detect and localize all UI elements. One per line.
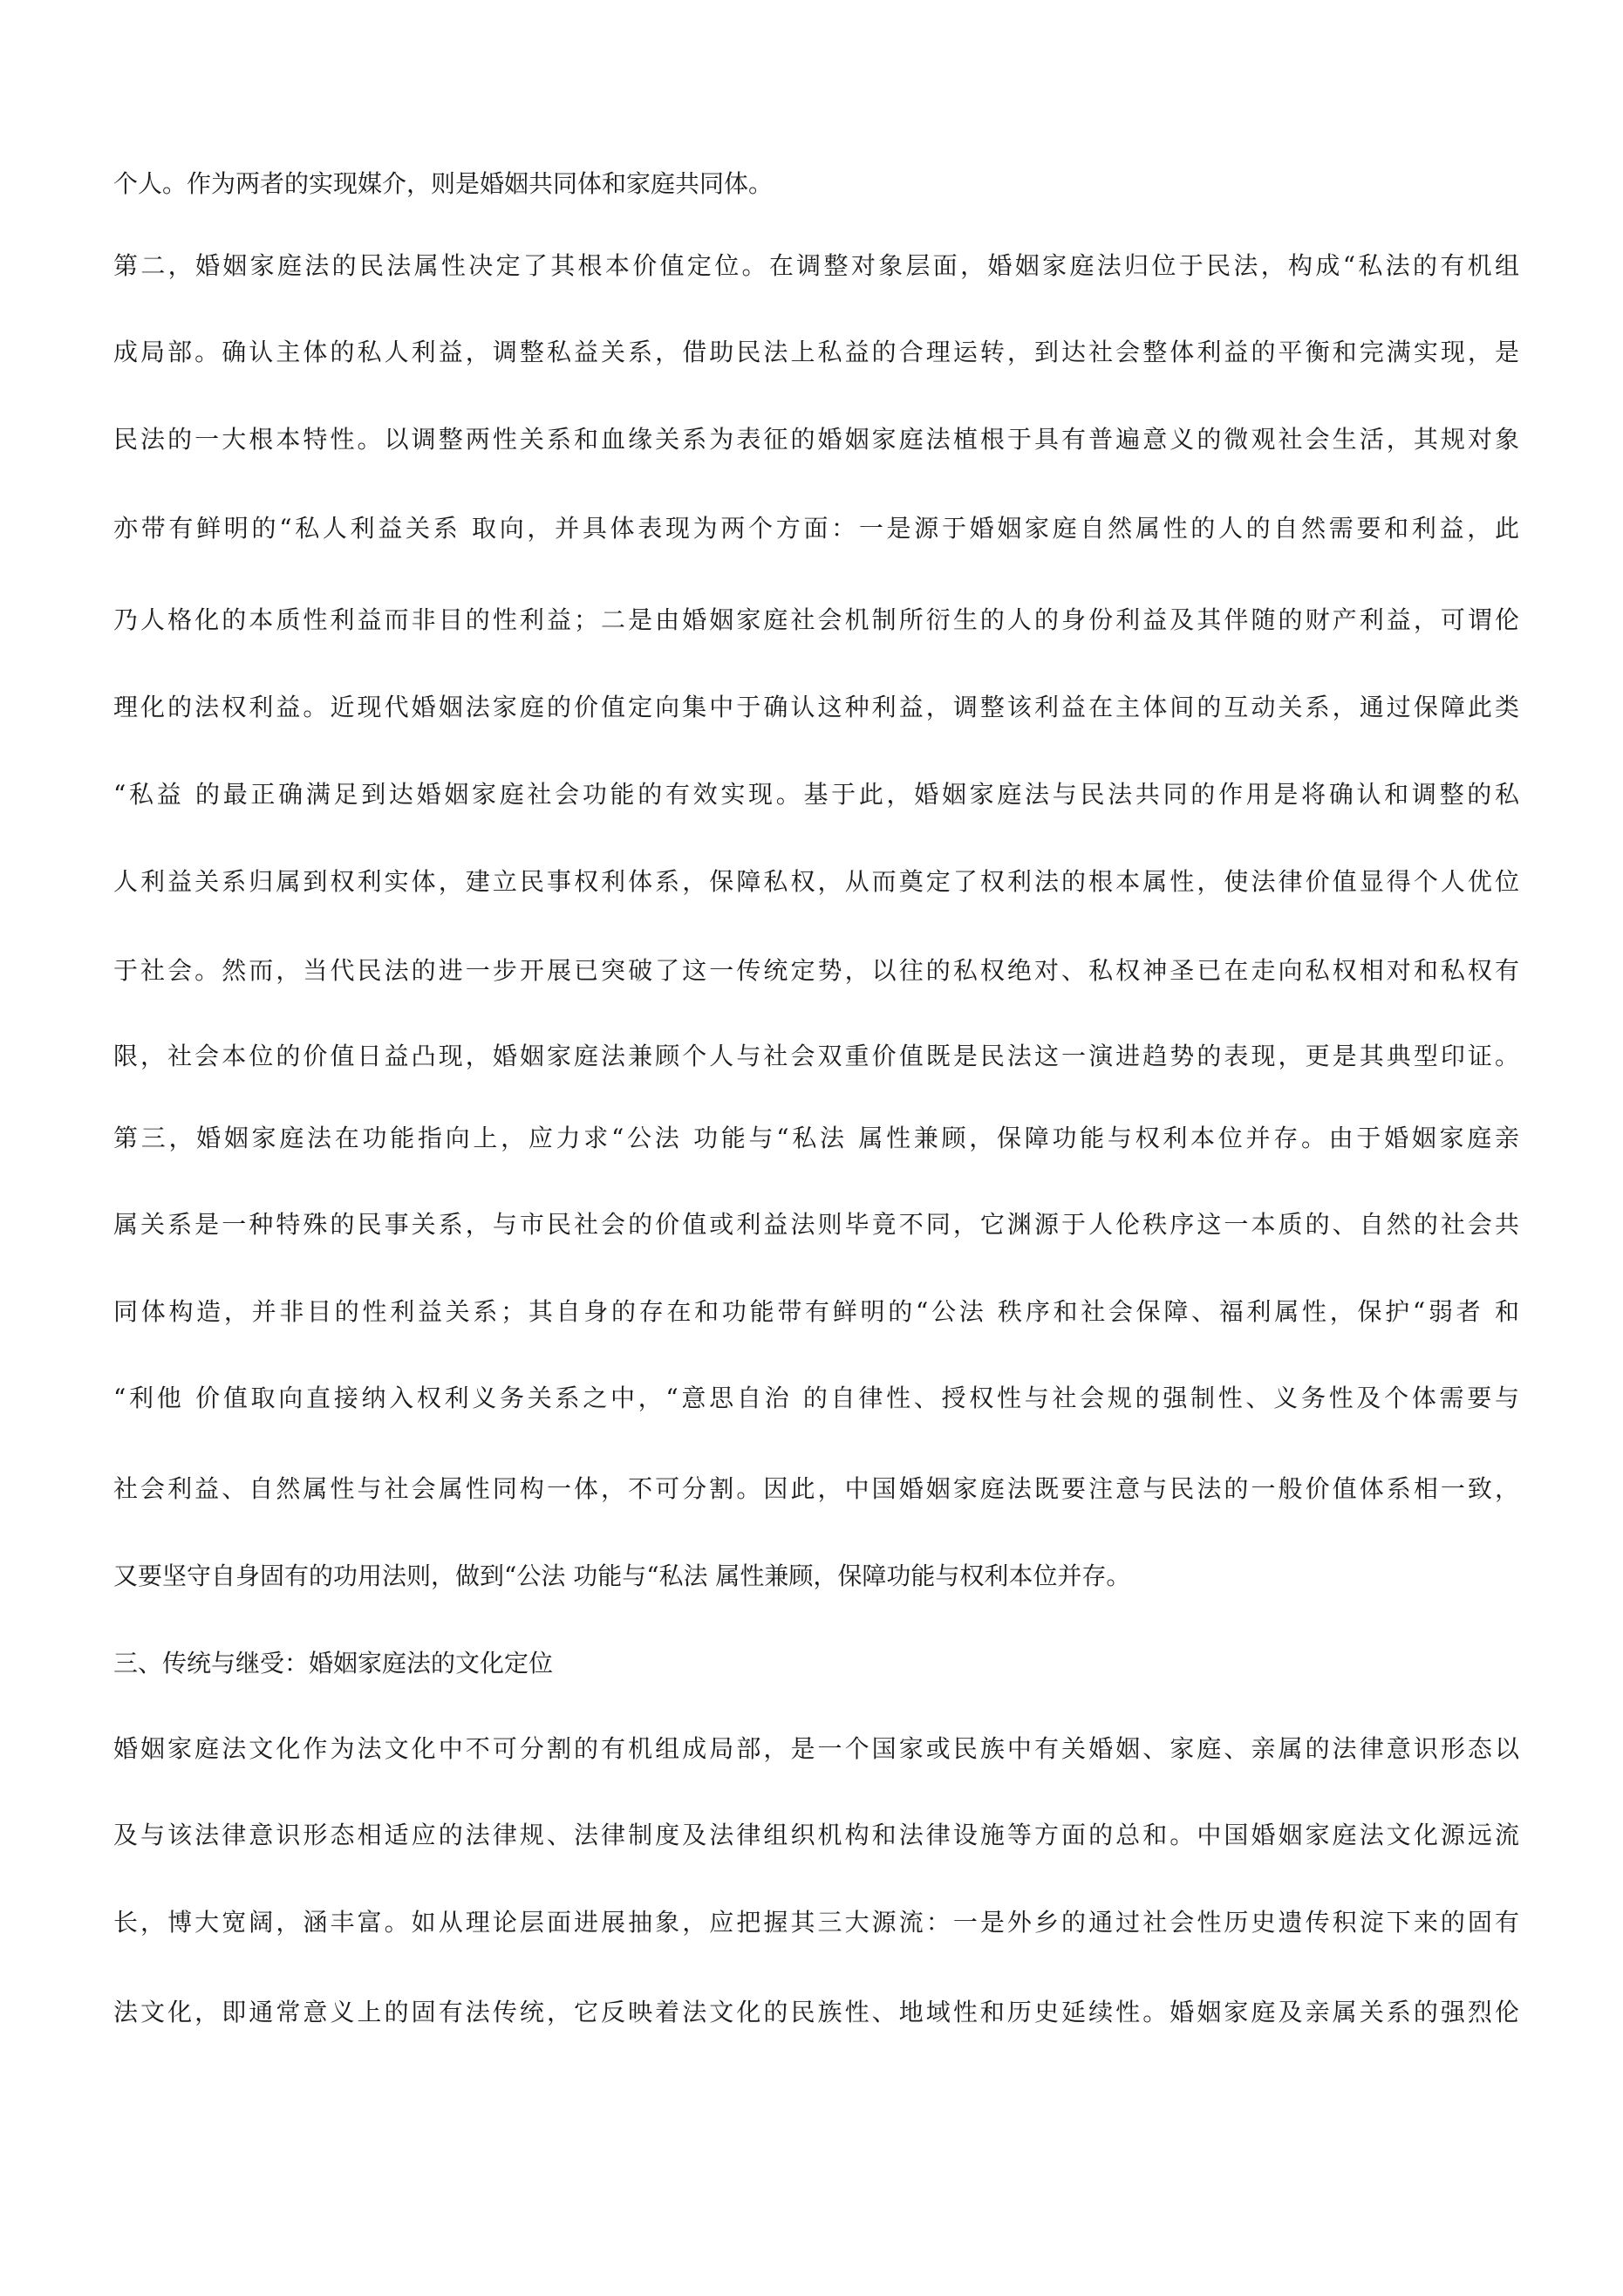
text-line-17: 又要坚守自身固有的功用法则，做到“公法 功能与“私法 属性兼顾，保障功能与权利本位并存。 bbox=[113, 1561, 1131, 1590]
text-line-8: “私益 的最正确满足到达婚姻家庭社会功能的有效实现。基于此，婚姻家庭法与民法共同的作用是将确认和调整的私 bbox=[113, 780, 1519, 809]
text-line-21: 长，博大宽阔，涵丰富。如从理论层面进展抽象，应把握其三大源流：一是外乡的通过社会性历史遗传积淀下来的固有 bbox=[113, 1908, 1519, 1937]
text-line-10: 于社会。然而，当代民法的进一步开展已突破了这一传统定势，以往的私权绝对、私权神圣已在走向私权相对和私权有 bbox=[113, 956, 1519, 985]
text-line-5: 亦带有鲜明的“私人利益关系 取向，并具体表现为两个方面：一是源于婚姻家庭自然属性的人的自然需要和利益，此 bbox=[113, 514, 1519, 543]
text-line-19: 婚姻家庭法文化作为法文化中不可分割的有机组成局部，是一个国家或民族中有关婚姻、家庭、亲属的法律意识形态以 bbox=[113, 1734, 1519, 1763]
section-heading: 三、传统与继受：婚姻家庭法的文化定位 bbox=[113, 1649, 554, 1678]
text-line-20: 及与该法律意识形态相适应的法律规、法律制度及法律组织机构和法律设施等方面的总和。中国婚姻家庭法文化源远流 bbox=[113, 1821, 1519, 1849]
text-line-7: 理化的法权利益。近现代婚姻法家庭的价值定向集中于确认这种利益，调整该利益在主体间的互动关系，通过保障此类 bbox=[113, 693, 1519, 721]
text-line-16: 社会利益、自然属性与社会属性同构一体，不可分割。因此，中国婚姻家庭法既要注意与民法的一般价值体系相一致， bbox=[113, 1474, 1519, 1503]
text-line-14: 同体构造，并非目的性利益关系；其自身的存在和功能带有鲜明的“公法 秩序和社会保障、福利属性，保护“弱者 和 bbox=[113, 1297, 1519, 1326]
text-line-4: 民法的一大根本特性。以调整两性关系和血缘关系为表征的婚姻家庭法植根于具有普遍意义的微观社会生活，其规对象 bbox=[113, 425, 1519, 454]
text-line-9: 人利益关系归属到权利实体，建立民事权利体系，保障私权，从而奠定了权利法的根本属性，使法律价值显得个人优位 bbox=[113, 867, 1519, 896]
text-line-12: 第三，婚姻家庭法在功能指向上，应力求“公法 功能与“私法 属性兼顾，保障功能与权利本位并存。由于婚姻家庭亲 bbox=[113, 1124, 1519, 1152]
text-line-6: 乃人格化的本质性利益而非目的性利益；二是由婚姻家庭社会机制所衍生的人的身份利益及其伴随的财产利益，可谓伦 bbox=[113, 605, 1519, 634]
text-line-1: 个人。作为两者的实现媒介，则是婚姻共同体和家庭共同体。 bbox=[113, 169, 774, 198]
text-line-15: “利他 价值取向直接纳入权利义务关系之中，“意思自治 的自律性、授权性与社会规的强制性、义务性及个体需要与 bbox=[113, 1384, 1519, 1412]
text-line-2: 第二，婚姻家庭法的民法属性决定了其根本价值定位。在调整对象层面，婚姻家庭法归位于民法，构成“私法的有机组 bbox=[113, 251, 1519, 280]
text-line-22: 法文化，即通常意义上的固有法传统，它反映着法文化的民族性、地域性和历史延续性。婚姻家庭及亲属关系的强烈伦 bbox=[113, 1998, 1519, 2026]
text-line-11: 限，社会本位的价值日益凸现，婚姻家庭法兼顾个人与社会双重价值既是民法这一演进趋势的表现，更是其典型印证。 bbox=[113, 1042, 1519, 1070]
text-line-3: 成局部。确认主体的私人利益，调整私益关系，借助民法上私益的合理运转，到达社会整体利益的平衡和完满实现，是 bbox=[113, 338, 1519, 366]
text-line-13: 属关系是一种特殊的民事关系，与市民社会的价值或利益法则毕竟不同，它渊源于人伦秩序这一本质的、自然的社会共 bbox=[113, 1210, 1519, 1239]
